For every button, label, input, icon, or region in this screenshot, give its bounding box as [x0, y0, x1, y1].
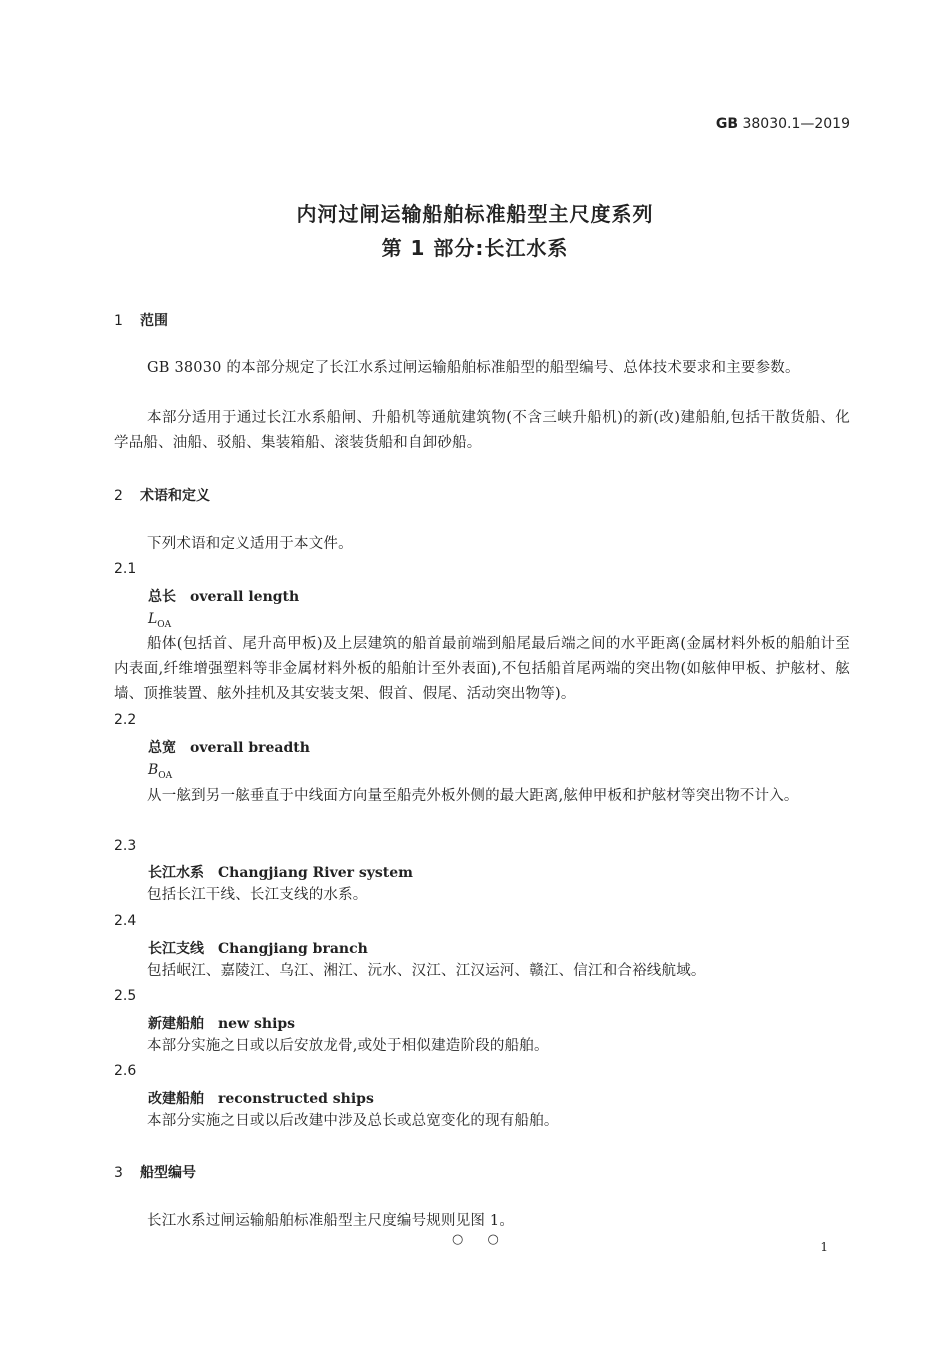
term-2-4-definition: 包括岷江、嘉陵江、乌江、湘江、沅水、汉江、江汉运河、赣江、信江和合裕线航域。 [147, 963, 706, 979]
term-2-5-number: 2.5 [114, 988, 137, 1004]
term-2-6-number: 2.6 [114, 1063, 137, 1079]
term-2-5: 新建船舶 new ships [148, 1016, 296, 1032]
term-2-1-definition: 船体(包括首、尾升高甲板)及上层建筑的船首最前端到船尾最后端之间的水平距离(金属材料外板的船舶计至内表面,纤维增强塑料等非金属材料外板的船舶计至外表面),不包括船首尾两端的突出物(如舷伸甲板、护舷材、舷墙、顶推装置、舷外挂机及其安装支架、假首、假尾、活动突出物等)。 [114, 636, 850, 702]
term-2-6-definition: 本部分实施之日或以后改建中涉及总长或总宽变化的现有船舶。 [147, 1113, 559, 1129]
term-2-3-definition: 包括长江干线、长江支线的水系。 [147, 887, 368, 903]
term-2-1-number: 2.1 [114, 561, 137, 577]
term-2-4-number: 2.4 [114, 913, 137, 929]
term-2-1-symbol: $L_{OA}$ [148, 611, 172, 630]
term-2-3: 长江水系 Changjiang River system [148, 865, 413, 881]
term-2-2-number: 2.2 [114, 712, 137, 728]
term-2-4: 长江支线 Changjiang branch [148, 941, 368, 957]
section-1-para-1: GB 38030 的本部分规定了长江水系过闸运输船舶标准船型的船型编号、总体技术要求和主要参数。 [147, 360, 800, 376]
term-2-3-number: 2.3 [114, 838, 137, 854]
section-1-para-2: 本部分适用于通过长江水系船闸、升船机等通航建筑物(不含三峡升船机)的新(改)建船舶,包括干散货船、化学品船、油船、驳船、集装箱船、滚装货船和自卸砂船。 [114, 410, 850, 451]
title-line-2: 第 1 部分:长江水系 [381, 236, 569, 260]
term-2-2-symbol: $B_{OA}$ [148, 762, 173, 781]
page-marks: ○ ○ [452, 1232, 509, 1247]
term-2-1: 总长 overall length [148, 589, 300, 605]
standard-number: GB 38030.1—2019 [715, 116, 850, 132]
section-1-heading: 1 范围 [114, 313, 168, 329]
term-2-2-definition: 从一舷到另一舷垂直于中线面方向量至船壳外板外侧的最大距离,舷伸甲板和护舷材等突出物不计入。 [147, 788, 799, 804]
term-2-5-definition: 本部分实施之日或以后安放龙骨,或处于相似建造阶段的船舶。 [147, 1038, 549, 1054]
section-3-para-1: 长江水系过闸运输船舶标准船型主尺度编号规则见图 1。 [147, 1213, 515, 1229]
section-2-intro: 下列术语和定义适用于本文件。 [147, 536, 353, 552]
title-line-1: 内河过闸运输船舶标准船型主尺度系列 [296, 202, 654, 226]
section-2-heading: 2 术语和定义 [114, 488, 210, 504]
term-2-2: 总宽 overall breadth [148, 740, 310, 756]
section-3-heading: 3 船型编号 [114, 1165, 196, 1181]
page-number: 1 [820, 1240, 828, 1254]
term-2-6: 改建船舶 reconstructed ships [148, 1091, 374, 1107]
